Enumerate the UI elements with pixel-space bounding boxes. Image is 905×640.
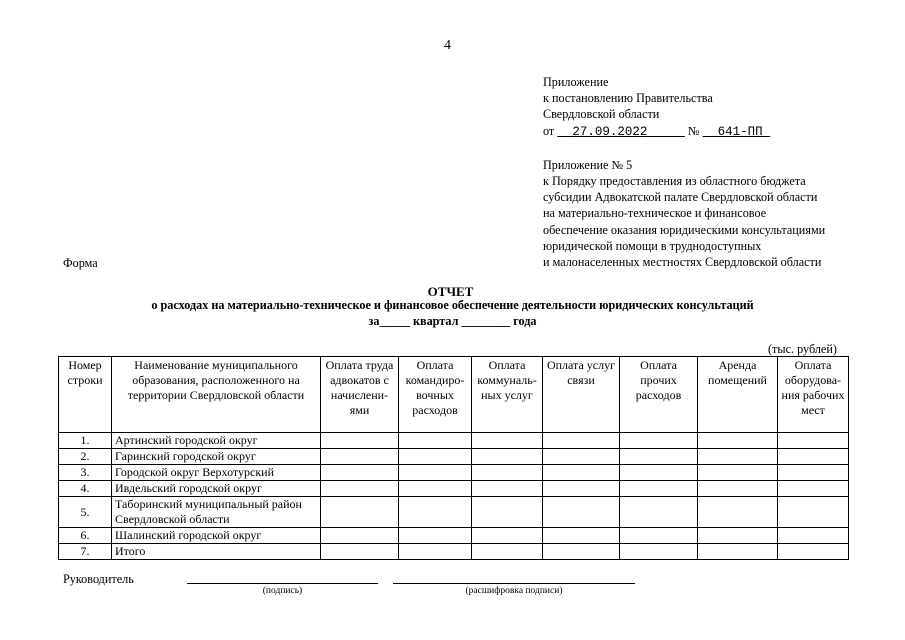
value-cell[interactable] — [399, 544, 472, 560]
value-cell[interactable] — [778, 544, 849, 560]
value-cell[interactable] — [620, 449, 698, 465]
appendix-line: Свердловской области — [543, 107, 660, 122]
number-prefix: № — [687, 123, 700, 138]
decree-date-number — [543, 123, 825, 140]
table-row — [59, 528, 849, 544]
column-header: Оплата услуг связи — [543, 357, 620, 433]
table-row — [59, 481, 849, 497]
form-label: Форма — [63, 256, 98, 270]
value-cell[interactable] — [778, 481, 849, 497]
column-header: Номер строки — [59, 357, 112, 433]
value-cell[interactable] — [620, 465, 698, 481]
value-cell[interactable] — [399, 465, 472, 481]
value-cell[interactable] — [399, 497, 472, 528]
from-prefix: от — [543, 123, 555, 138]
value-cell[interactable] — [543, 465, 620, 481]
municipality-name: Гаринский городской округ — [112, 449, 321, 465]
value-cell[interactable] — [321, 433, 399, 449]
table-row — [59, 497, 849, 528]
appendix5-line: на материально-техническое и финансовое — [543, 206, 767, 221]
value-cell[interactable] — [620, 497, 698, 528]
value-cell[interactable] — [472, 433, 543, 449]
municipality-name: Городской округ Верхотурский — [112, 465, 321, 481]
table-header-row — [59, 357, 849, 433]
row-number: 2. — [59, 449, 112, 465]
value-cell[interactable] — [698, 497, 778, 528]
value-cell[interactable] — [321, 481, 399, 497]
appendix5-line: субсидии Адвокатской палате Свердловской области — [543, 190, 818, 205]
value-cell[interactable] — [778, 433, 849, 449]
row-number: 3. — [59, 465, 112, 481]
signature-caption: (подпись) — [262, 586, 303, 596]
column-header: Оплата командиро-вочных расходов — [399, 357, 472, 433]
row-number: 1. — [59, 433, 112, 449]
appendix5-title: Приложение № 5 — [543, 157, 633, 172]
value-cell[interactable] — [321, 497, 399, 528]
value-cell[interactable] — [399, 449, 472, 465]
signatory-label: Руководитель — [63, 572, 134, 586]
table-row — [59, 449, 849, 465]
row-number: 6. — [59, 528, 112, 544]
value-cell[interactable] — [698, 433, 778, 449]
value-cell[interactable] — [321, 544, 399, 560]
value-cell[interactable] — [698, 449, 778, 465]
column-header: Наименование муниципального образования, расположенного на территории Свердловской области — [112, 357, 321, 433]
column-header: Оплата прочих расходов — [620, 357, 698, 433]
value-cell[interactable] — [778, 528, 849, 544]
value-cell[interactable] — [620, 544, 698, 560]
appendix5-line: обеспечение оказания юридическими консультациями — [543, 222, 826, 237]
value-cell[interactable] — [698, 465, 778, 481]
column-header: Оплата оборудова-ния рабочих мест — [778, 357, 849, 433]
value-cell[interactable] — [778, 465, 849, 481]
report-table — [58, 356, 849, 560]
decree-number-value: 641-ПП — [717, 124, 763, 139]
signature-line[interactable] — [187, 583, 378, 584]
value-cell[interactable] — [543, 544, 620, 560]
value-cell[interactable] — [399, 528, 472, 544]
municipality-name: Артинский городской округ — [112, 433, 321, 449]
value-cell[interactable] — [543, 481, 620, 497]
municipality-name: Таборинский муниципальный район Свердловской области — [112, 497, 321, 528]
value-cell[interactable] — [399, 481, 472, 497]
value-cell[interactable] — [620, 481, 698, 497]
decree-date — [557, 125, 685, 139]
page-number: 4 — [444, 38, 451, 53]
report-subtitle: о расходах на материально-техническое и финансовое обеспечение деятельности юридических консультаций — [151, 298, 754, 312]
units-label: (тыс. рублей) — [768, 342, 837, 356]
value-cell[interactable] — [543, 433, 620, 449]
value-cell[interactable] — [698, 528, 778, 544]
appendix-line: Приложение — [543, 75, 609, 89]
value-cell[interactable] — [778, 497, 849, 528]
row-number: 7. — [59, 544, 112, 560]
table-row — [59, 465, 849, 481]
name-line[interactable] — [393, 583, 635, 584]
appendix-line: к постановлению Правительства — [543, 91, 713, 106]
value-cell[interactable] — [321, 528, 399, 544]
value-cell[interactable] — [620, 528, 698, 544]
column-header: Аренда помещений — [698, 357, 778, 433]
value-cell[interactable] — [543, 497, 620, 528]
table-row-total — [59, 544, 849, 560]
row-number: 4. — [59, 481, 112, 497]
column-header: Оплата труда адвокатов с начислени-ями — [321, 357, 399, 433]
value-cell[interactable] — [543, 528, 620, 544]
value-cell[interactable] — [620, 433, 698, 449]
appendix-block — [543, 74, 825, 270]
value-cell[interactable] — [472, 465, 543, 481]
appendix5-line: к Порядку предоставления из областного бюджета — [543, 174, 806, 189]
value-cell[interactable] — [321, 449, 399, 465]
value-cell[interactable] — [472, 528, 543, 544]
table-row — [59, 433, 849, 449]
report-title: ОТЧЕТ — [427, 284, 474, 299]
municipality-name: Ивдельский городской округ — [112, 481, 321, 497]
value-cell[interactable] — [778, 449, 849, 465]
value-cell[interactable] — [698, 481, 778, 497]
value-cell[interactable] — [543, 449, 620, 465]
report-period: за_____ квартал ________ года — [368, 314, 537, 328]
value-cell[interactable] — [472, 449, 543, 465]
column-header: Оплата коммуналь-ных услуг — [472, 357, 543, 433]
decree-date-value: 27.09.2022 — [572, 124, 648, 139]
value-cell[interactable] — [472, 497, 543, 528]
value-cell[interactable] — [472, 544, 543, 560]
value-cell[interactable] — [472, 481, 543, 497]
value-cell[interactable] — [698, 544, 778, 560]
name-caption: (расшифровка подписи) — [465, 586, 563, 596]
decree-number — [703, 125, 771, 139]
appendix5-line: и малонаселенных местностях Свердловской области — [543, 255, 822, 270]
total-label: Итого — [112, 544, 321, 560]
row-number: 5. — [59, 497, 112, 528]
municipality-name: Шалинский городской округ — [112, 528, 321, 544]
appendix5-line: юридической помощи в труднодоступных — [543, 238, 762, 253]
value-cell[interactable] — [321, 465, 399, 481]
value-cell[interactable] — [399, 433, 472, 449]
